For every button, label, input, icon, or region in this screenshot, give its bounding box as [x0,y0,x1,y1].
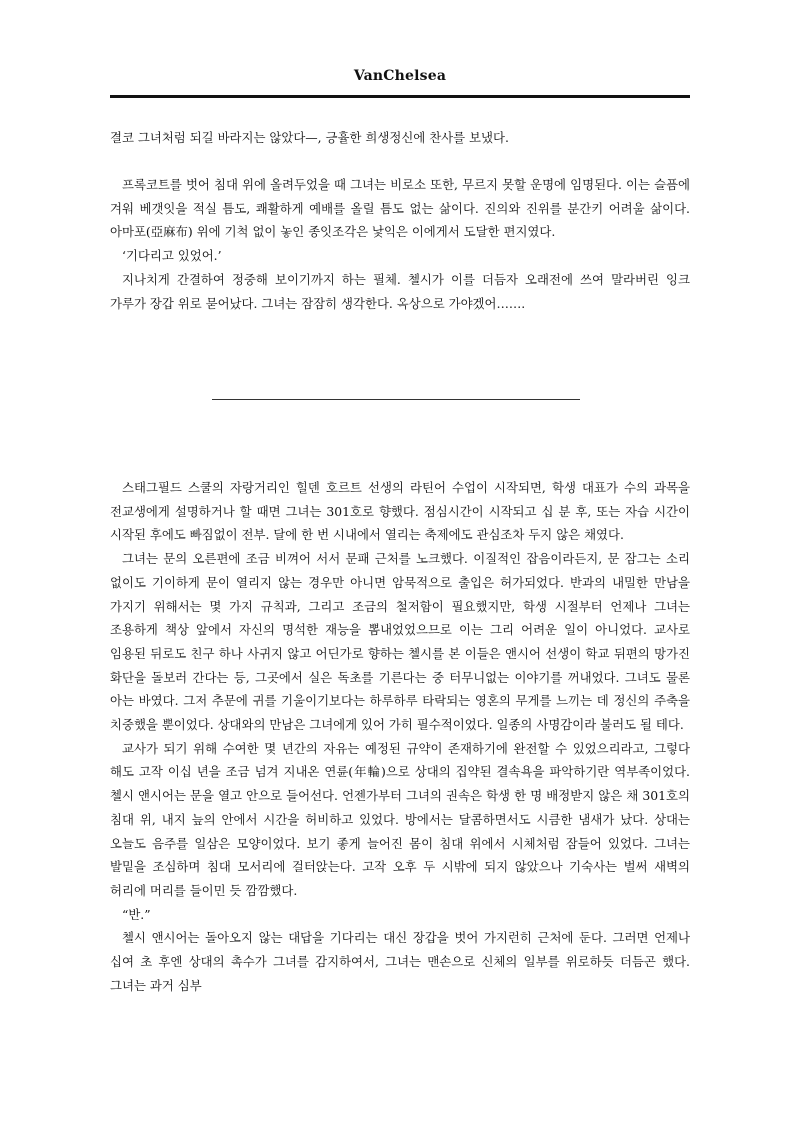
paragraph: 지나치게 간결하여 정중해 보이기까지 하는 필체. 첼시가 이를 더듬자 오래전에 쓰여 말라버린 잉크 가루가 장갑 위로 묻어났다. 그녀는 잠잠히 생각한다. 옥상으로 가야겠어……. [110,271,690,311]
section-divider [212,399,580,400]
text-block-1 [110,126,690,150]
paragraph: 그녀는 문의 오른편에 조금 비껴어 서서 문패 근처를 노크했다. 이질적인 잡음이라든지, 문 잠그는 소리 없이도 기이하게 문이 열리지 않는 경우만 아니면 암묵적으로 출입은 허가되었다. 반과의 내밀한 만남을 가지기 위해서는 몇 가지 규칙과, 그리고 조금의 철저함이 필요했지만, 학생 시절부터 언제나 그녀는 조용하게 책상 앞에서 자신의 명석한 재능을 뽐내었었으므로 이는 그리 어려운 일이 아니었다. 교사로 임용된 뒤로도 친구 하나 사귀지 않고 어딘가로 향하는 첼시를 본 이들은 앤시어 선생이 학교 뒤편의 망가진 화단을 돌보러 간다는 등, 그곳에서 실은 독초를 기른다는 중 터무니없는 이야기를 꺼내었다. 그녀도 물론 아는 바였다. 그저 추문에 귀를 기울이기보다는 하루하루 타락되는 영혼의 무게를 느끼는 데 정신의 주축을 치중했을 뿐이었다. 상대와의 만남은 그녀에게 있어 가히 필수적이었다. 일종의 사명감이라 불러도 될 테다. [110,551,690,733]
text-block-2 [110,173,690,315]
paragraph: 스태그필드 스쿨의 자랑거리인 힐덴 호르트 선생의 라틴어 수업이 시작되면, 학생 대표가 수의 과목을 전교생에게 설명하거나 할 때면 그녀는 301호로 향했다. 점심시간이 시작되고 십 분 후, 또는 자습 시간이 시작된 후에도 빠짐없이 전부. 달에 한 번 시내에서 열리는 축제에도 관심조차 두지 않은 채였다. [110,480,690,543]
paragraph: “반.” [122,906,151,922]
running-header-title: VanChelsea [353,68,447,84]
text-block-3 [110,476,690,997]
header-rule [110,95,690,98]
paragraph: 결코 그녀처럼 되길 바라지는 않았다—, 긍휼한 희생정신에 찬사를 보냈다. [110,130,509,145]
paragraph: 프록코트를 벗어 침대 위에 올려두었을 때 그녀는 비로소 또한, 무르지 못할 운명에 임명된다. 이는 슬픔에 겨워 베갯잇을 적실 틈도, 쾌활하게 예배를 올릴 틈도 없는 삶이다. 진의와 진위를 분간키 어려울 삶이다. 아마포(亞麻布) 위에 기척 없이 놓인 종잇조각은 낯익은 이에게서 도달한 편지였다. [110,177,690,240]
paragraph: 교사가 되기 위해 수여한 몇 년간의 자유는 예정된 규약이 존재하기에 완전할 수 있었으리라고, 그렇다 해도 고작 이십 년을 조금 넘겨 지내온 연륜(年輪)으로 상대의 집약된 결속욕을 파악하기란 역부족이었다. 첼시 앤시어는 문을 열고 안으로 들어선다. 언젠가부터 그녀의 권속은 학생 한 명 배정받지 않은 채 301호의 침대 위, 내지 늪의 안에서 시간을 허비하고 있었다. 방에서는 달콤하면서도 시큼한 냄새가 났다. 상대는 오늘도 음주를 일삼은 모양이었다. 보기 좋게 늘어진 몸이 침대 위에서 시체처럼 잠들어 있었다. 그녀는 발밑을 조심하며 침대 모서리에 걸터앉는다. 고작 오후 두 시밖에 되지 않았으나 기숙사는 벌써 새벽의 허리에 머리를 들이민 듯 깜깜했다. [110,740,690,898]
paragraph: 첼시 앤시어는 돌아오지 않는 대답을 기다리는 대신 장갑을 벗어 가지런히 근처에 둔다. 그러면 언제나 십여 초 후엔 상대의 촉수가 그녀를 감지하여서, 그녀는 맨손으로 신체의 일부를 위로하듯 더듬곤 했다. 그녀는 과거 심부 [110,930,690,993]
paragraph: ‘기다리고 있었어.’ [122,248,222,264]
